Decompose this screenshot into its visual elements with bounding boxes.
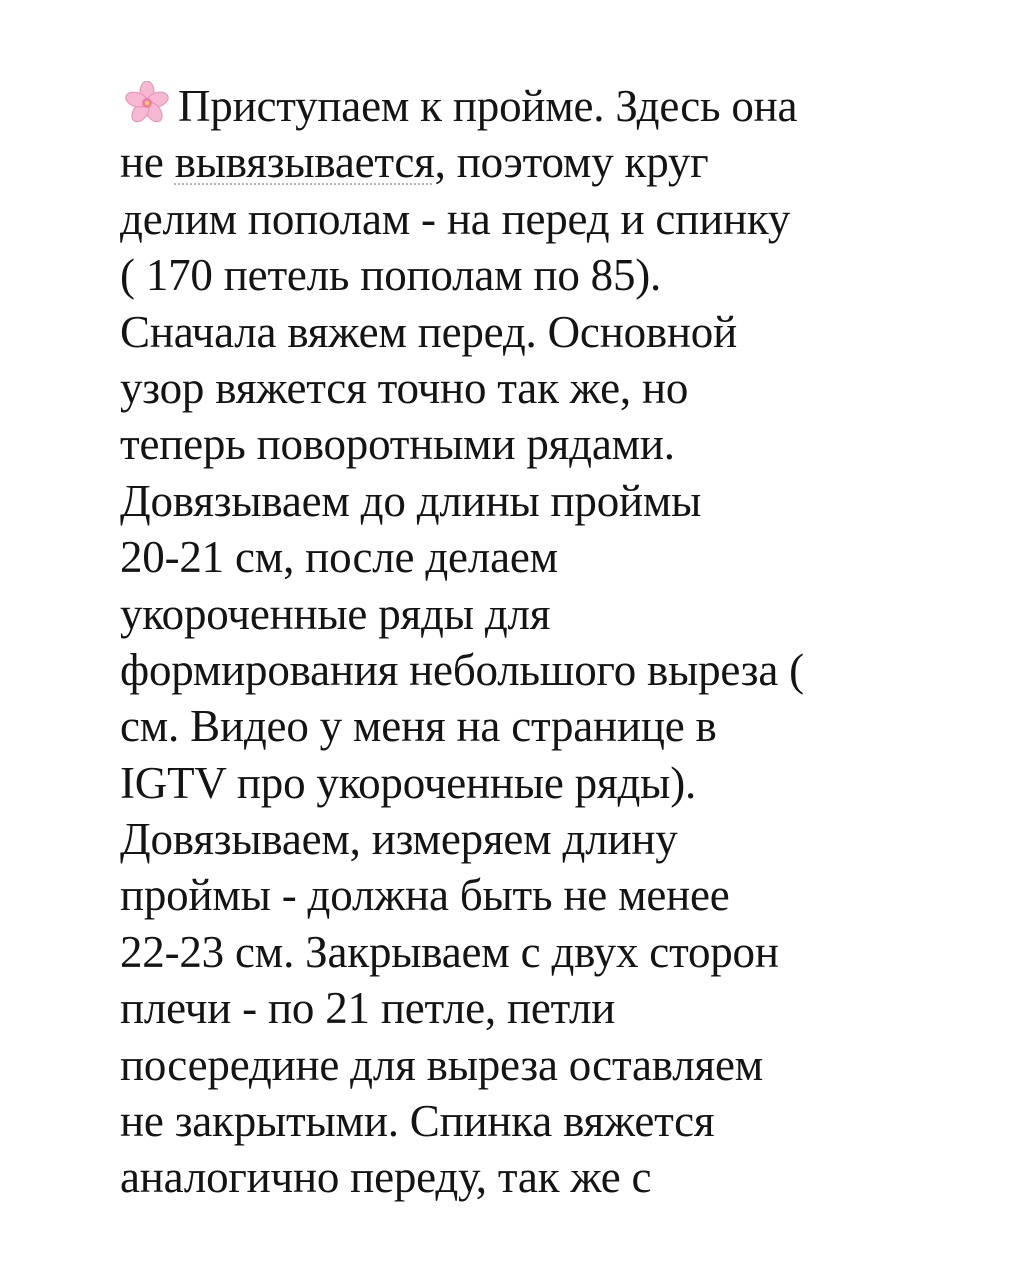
text-line-3: делим пополам - на перед и спинку [120,193,791,244]
text-line-19: не закрытыми. Спинка вяжется [120,1096,715,1147]
cherry-blossom-icon [120,81,174,125]
text-line-5: Сначала вяжем перед. Основной [120,306,737,357]
text-line-16: 22-23 см. Закрываем с двух сторон [120,926,779,977]
text-line-11: формирования небольшого выреза ( [120,644,804,695]
text-line-6: узор вяжется точно так же, но [120,362,689,413]
text-line-13: IGTV про укороченные ряды). [120,757,697,808]
text-line-18: посередине для выреза оставляем [120,1039,764,1090]
text-line-2-start: не [120,137,175,188]
text-line-4: ( 170 петель пополам по 85). [120,250,662,301]
text-line-12: см. Видео у меня на странице в [120,701,717,752]
spellcheck-underlined-word: вывязывается [174,137,435,188]
text-line-8: Довязываем до длины проймы [120,475,702,526]
text-line-1 [120,78,920,134]
text-line-14: Довязываем, измеряем длину [120,814,678,865]
text-line-9: 20-21 см, после делаем [120,532,558,583]
text-line-7: теперь поворотными рядами. [120,419,675,470]
text-line-2-end: , поэтому круг [434,137,709,188]
text-line-20: аналогично переду, так же с [120,1152,652,1203]
text-line-10: укороченные ряды для [120,588,551,639]
text-line-17: плечи - по 21 петле, петли [120,983,616,1034]
instruction-text [120,78,920,1206]
text-line-15: проймы - должна быть не менее [120,870,730,921]
text-line-2 [120,134,920,190]
text-line-1-content: Приступаем к пройме. Здесь она [178,81,798,131]
